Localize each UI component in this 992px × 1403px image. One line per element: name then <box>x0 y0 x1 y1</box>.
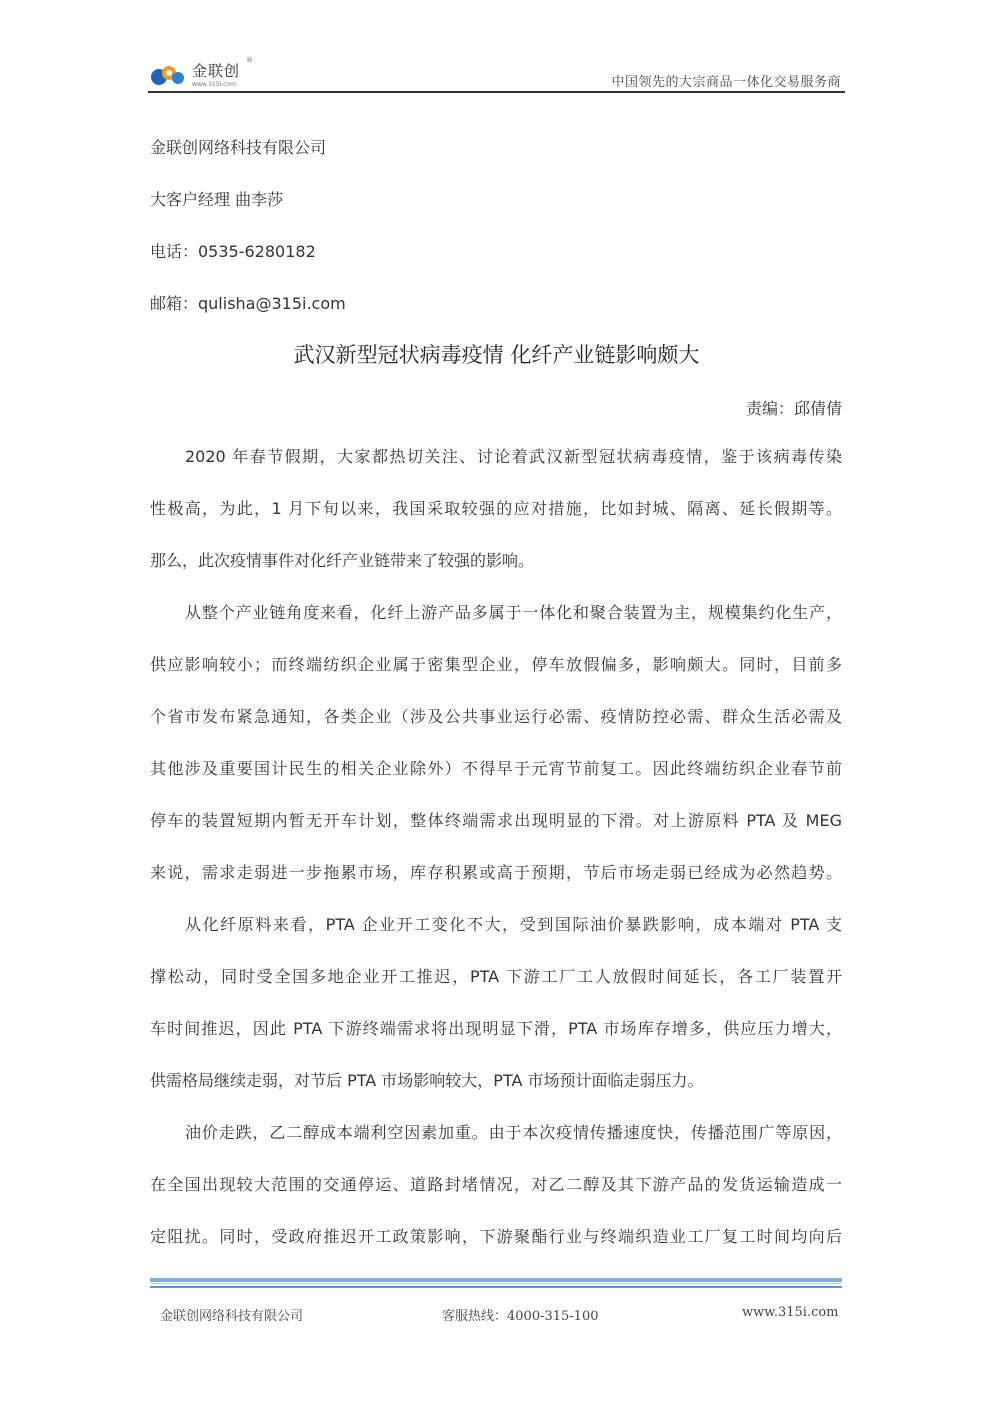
contact-company: 金联创网络科技有限公司 <box>150 138 327 157</box>
paragraph-line: 2020 年春节假期，大家都热切关注、讨论着武汉新型冠状病毒疫情，鉴于该病毒传染 <box>185 447 842 466</box>
footer-divider-band <box>150 1278 842 1282</box>
paragraph-line: 性极高，为此，1 月下旬以来，我国采取较强的应对措施，比如封城、隔离、延长假期等。 <box>150 499 842 518</box>
paragraph-line: 车时间推迟，因此 PTA 下游终端需求将出现明显下滑，PTA 市场库存增多，供应压力增大， <box>150 1019 842 1038</box>
paragraph-line: 个省市发布紧急通知，各类企业（涉及公共事业运行必需、疫情防控必需、群众生活必需及 <box>150 707 842 726</box>
paragraph-line: 停车的装置短期内暂无开车计划，整体终端需求出现明显的下滑。对上游原料 PTA 及 MEG <box>150 811 842 830</box>
company-logo <box>148 56 268 90</box>
footer-hotline: 客服热线：4000-315-100 <box>442 1309 599 1324</box>
footer-divider-band <box>150 1286 842 1288</box>
contact-manager: 大客户经理 曲李莎 <box>150 190 284 209</box>
paragraph-line: 供需格局继续走弱，对节后 PTA 市场影响较大，PTA 市场预计面临走弱压力。 <box>150 1071 704 1090</box>
article-title: 武汉新型冠状病毒疫情 化纤产业链影响颇大 <box>293 343 700 367</box>
page-header <box>148 54 845 94</box>
paragraph-line: 从化纤原料来看，PTA 企业开工变化不大，受到国际油价暴跌影响，成本端对 PTA 支 <box>185 915 842 934</box>
footer-company: 金联创网络科技有限公司 <box>160 1309 304 1324</box>
footer-divider <box>150 1278 842 1288</box>
paragraph-line: 油价走跌，乙二醇成本端利空因素加重。由于本次疫情传播速度快，传播范围广等原因， <box>185 1123 842 1142</box>
logo-mark-icon <box>150 62 186 88</box>
paragraph-line: 那么，此次疫情事件对化纤产业链带来了较强的影响。 <box>150 551 535 570</box>
logo-name: 金联创 <box>192 62 241 80</box>
paragraph-line: 定阻扰。同时，受政府推迟开工政策影响，下游聚酯行业与终端织造业工厂复工时间均向后 <box>150 1227 842 1246</box>
paragraph-line: 在全国出现较大范围的交通停运、道路封堵情况，对乙二醇及其下游产品的发货运输造成一 <box>150 1175 842 1194</box>
contact-email[interactable]: 邮箱：qulisha@315i.com <box>150 294 346 313</box>
logo-url: www.315i.com <box>192 81 236 88</box>
paragraph-line: 来说，需求走弱进一步拖累市场，库存积累或高于预期，节后市场走弱已经成为必然趋势。 <box>150 863 842 882</box>
contact-phone: 电话：0535-6280182 <box>150 242 316 261</box>
article-editor: 责编：邱倩倩 <box>745 399 842 418</box>
header-slogan: 中国领先的大宗商品一体化交易服务商 <box>611 75 841 90</box>
footer-divider-line <box>150 1283 842 1284</box>
paragraph-line: 供应影响较小；而终端纺织企业属于密集型企业，停车放假偏多，影响颇大。同时，目前多 <box>150 655 842 674</box>
paragraph-line: 其他涉及重要国计民生的相关企业除外）不得早于元宵节前复工。因此终端纺织企业春节前 <box>150 759 842 778</box>
footer-website[interactable]: www.315i.com <box>742 1305 839 1320</box>
paragraph-line: 从整个产业链角度来看，化纤上游产品多属于一体化和聚合装置为主，规模集约化生产， <box>185 603 842 622</box>
header-divider <box>148 91 845 93</box>
paragraph-line: 撑松动，同时受全国多地企业开工推迟，PTA 下游工厂工人放假时间延长，各工厂装置开 <box>150 967 842 986</box>
registered-mark: ® <box>246 56 253 64</box>
